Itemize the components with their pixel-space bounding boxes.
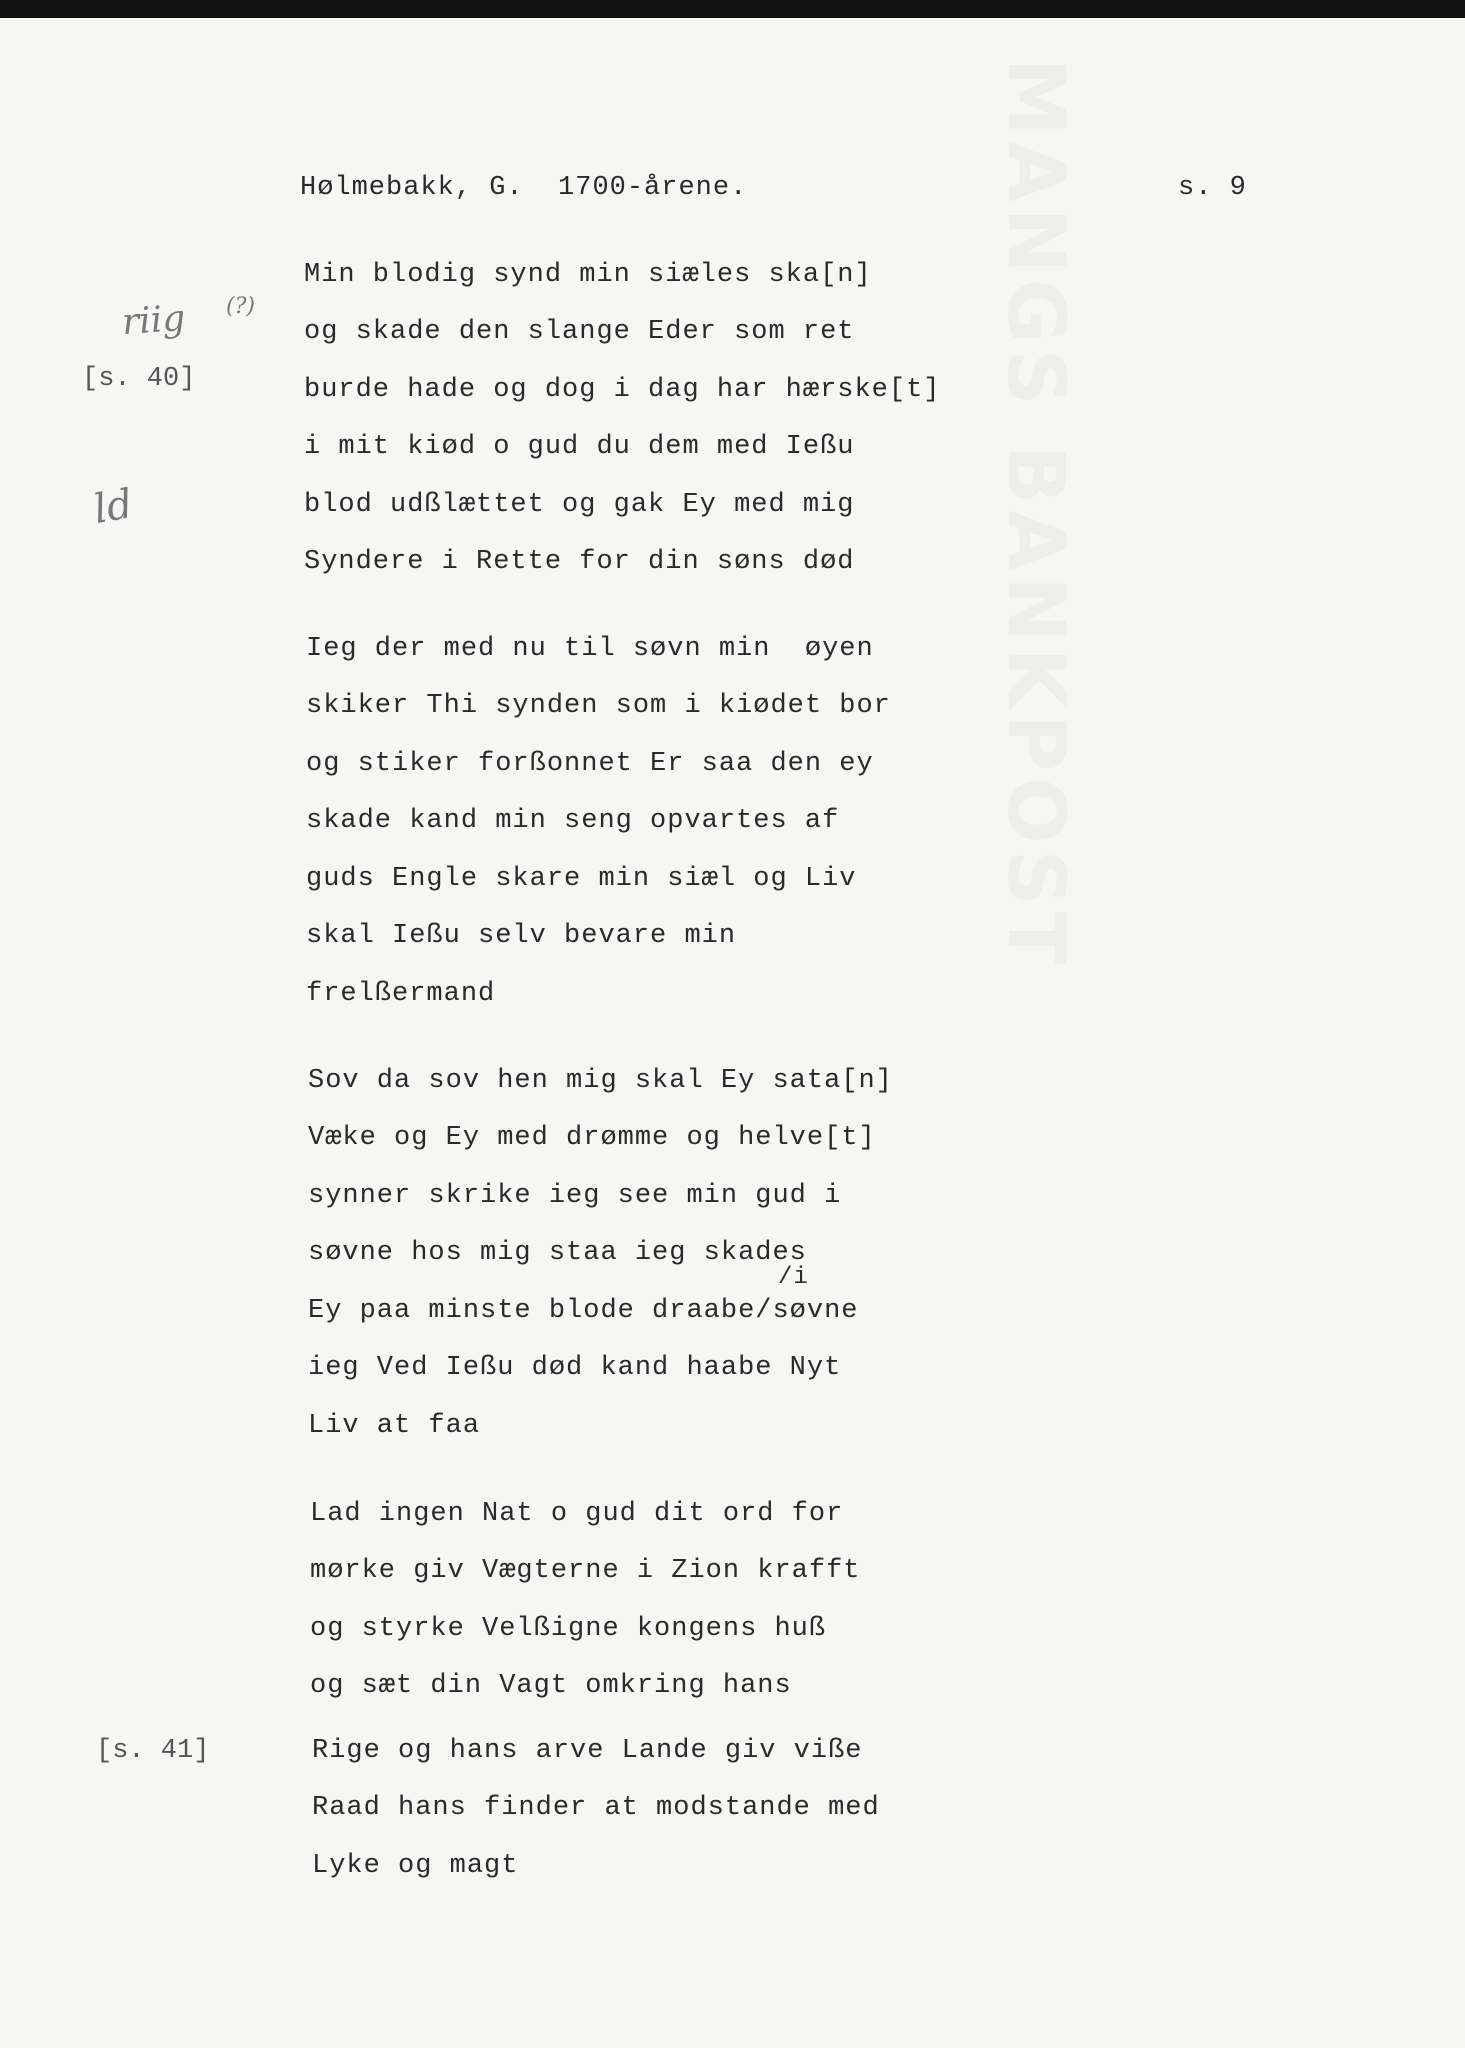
stanza2-line7: frelßermand bbox=[306, 979, 496, 1009]
document-page bbox=[0, 18, 1465, 2048]
stanza3-line3: synner skrike ieg see min gud i bbox=[308, 1181, 842, 1211]
stanza3-line1: Sov da sov hen mig skal Ey sata[n] bbox=[308, 1066, 893, 1096]
page-number: s. 9 bbox=[1178, 173, 1247, 203]
stanza1-line2: og skade den slange Eder som ret bbox=[304, 317, 855, 347]
stanza2-line5: guds Engle skare min siæl og Liv bbox=[306, 864, 857, 894]
stanza3-line2: Væke og Ey med drømme og helve[t] bbox=[308, 1123, 876, 1153]
stanza2-line1: Ieg der med nu til søvn min øyen bbox=[306, 634, 874, 664]
stanza4-line2: mørke giv Vægterne i Zion krafft bbox=[310, 1556, 861, 1586]
stanza3-insert: /i bbox=[778, 1264, 809, 1291]
stanza4-line3: og styrke Velßigne kongens huß bbox=[310, 1614, 827, 1644]
stanza3-line7: Liv at faa bbox=[308, 1411, 481, 1441]
handwritten-ld: ld bbox=[90, 481, 137, 533]
stanza4-line4: og sæt din Vagt omkring hans bbox=[310, 1671, 792, 1701]
stanza1-line4: i mit kiød o gud du dem med Ießu bbox=[304, 432, 855, 462]
stanza2-line3: og stiker forßonnet Er saa den ey bbox=[306, 749, 874, 779]
stanza4-line1: Lad ingen Nat o gud dit ord for bbox=[310, 1499, 844, 1529]
stanza3-line4: søvne hos mig staa ieg skades bbox=[308, 1238, 807, 1268]
stanza3-line5: Ey paa minste blode draabe/søvne bbox=[308, 1296, 859, 1326]
stanza1-line1: Min blodig synd min siæles ska[n] bbox=[304, 260, 872, 290]
stanza1-line3: burde hade og dog i dag har hærske[t] bbox=[304, 375, 941, 405]
stanza4-line5: Rige og hans arve Lande giv vißе bbox=[312, 1736, 863, 1766]
stanza3-line6: ieg Ved Ießu død kand haabe Nyt bbox=[308, 1353, 842, 1383]
margin-note-s40: [s. 40] bbox=[82, 364, 196, 394]
margin-note-s41: [s. 41] bbox=[96, 1736, 210, 1766]
stanza4-line7: Lyke og magt bbox=[312, 1851, 519, 1881]
handwritten-riig: riig bbox=[120, 297, 187, 344]
stanza1-line5: blod udßlættet og gak Ey med mig bbox=[304, 490, 855, 520]
stanza1-line6: Syndere i Rette for din søns død bbox=[304, 547, 855, 577]
stanza4-line6: Raad hans finder at modstande med bbox=[312, 1793, 880, 1823]
handwritten-question: (?) bbox=[226, 294, 255, 319]
header-title: Hølmebakk, G. 1700-årene. bbox=[300, 173, 748, 203]
watermark: MANGS BANKPOST bbox=[990, 58, 1080, 972]
stanza2-line4: skade kand min seng opvartes af bbox=[306, 806, 840, 836]
stanza2-line2: skiker Thi synden som i kiødet bor bbox=[306, 691, 891, 721]
stanza2-line6: skal Ießu selv bevare min bbox=[306, 921, 737, 951]
